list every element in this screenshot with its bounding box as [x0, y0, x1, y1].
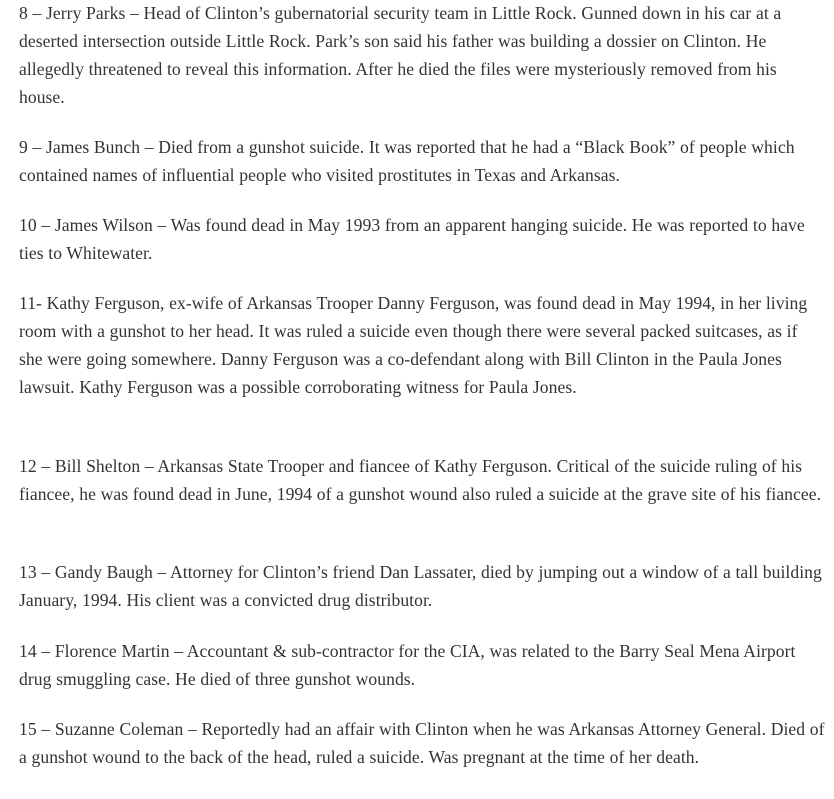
paragraph-item-9: 9 – James Bunch – Died from a gunshot suicide. It was reported that he had a “Black Book” of people which contained names of influential people who visited prostitutes in Texas and Arkansas.	[19, 137, 795, 185]
paragraph-item-14: 14 – Florence Martin – Accountant & sub-contractor for the CIA, was related to the Barry Seal Mena Airport drug smuggling case. He died of three gunshot wounds.	[19, 641, 796, 689]
paragraph-item-11: 11- Kathy Ferguson, ex-wife of Arkansas Trooper Danny Ferguson, was found dead in May 1994, in her living room with a gunshot to her head. It was ruled a suicide even though there were several packed suitcases, as if she were going somewhere. Danny Ferguson was a co-defendant along with Bill Clinton in the Paula Jones lawsuit. Kathy Ferguson was a possible corroborating witness for Paula Jones.	[19, 293, 808, 397]
paragraph-item-15: 15 – Suzanne Coleman – Reportedly had an affair with Clinton when he was Arkansas Attorney General. Died of a gunshot wound to the back of the head, ruled a suicide. Was pregnant at the time of her death.	[19, 719, 825, 767]
paragraph-item-13: 13 – Gandy Baugh – Attorney for Clinton’s friend Dan Lassater, died by jumping out a window of a tall building January, 1994. His client was a convicted drug distributor.	[19, 562, 822, 610]
paragraph-item-12: 12 – Bill Shelton – Arkansas State Trooper and fiancee of Kathy Ferguson. Critical of the suicide ruling of his fiancee, he was found dead in June, 1994 of a gunshot wound also ruled a suicide at the grave site of his fiancee.	[19, 456, 822, 504]
paragraph-item-10: 10 – James Wilson – Was found dead in May 1993 from an apparent hanging suicide. He was reported to have ties to Whitewater.	[19, 215, 805, 263]
paragraph-item-8: 8 – Jerry Parks – Head of Clinton’s gubernatorial security team in Little Rock. Gunned down in his car at a deserted intersection outside Little Rock. Park’s son said his father was building a dossier on Clinton. He allegedly threatened to reveal this information. After he died the files were mysteriously removed from his house.	[19, 3, 782, 107]
